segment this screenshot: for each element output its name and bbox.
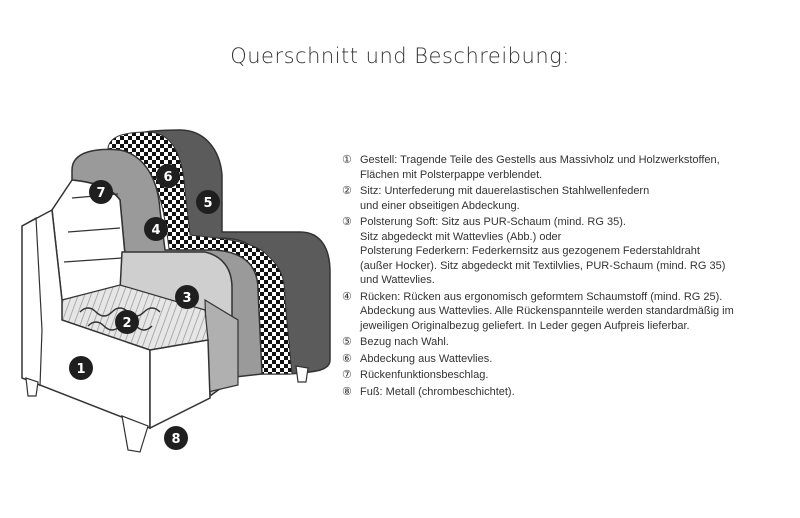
legend-item-line: (außer Hocker). Sitz abgedeckt mit Textilvlies, PUR-Schaum (mind. RG 35): [360, 259, 726, 272]
callout-2: [115, 310, 139, 334]
svg-text:6: 6: [163, 170, 173, 185]
legend-item-number: ⑤: [342, 336, 352, 348]
legend-item-text: [360, 368, 797, 383]
legend-item-text: [360, 352, 797, 367]
svg-text:4: 4: [151, 223, 161, 238]
legend-item-text: [360, 184, 797, 213]
svg-text:7: 7: [96, 186, 106, 201]
legend-item-line: Sitz abgedeckt mit Wattevlies (Abb.) oder: [360, 230, 562, 243]
legend-item-line: Gestell: Tragende Teile des Gestells aus Massivholz und Holzwerkstoffen,: [360, 154, 720, 166]
legend-item: [342, 184, 797, 213]
legend-item-line: Polsterung Soft: Sitz aus PUR-Schaum (mind. RG 35).: [360, 216, 626, 228]
callout-4: [144, 217, 168, 241]
legend-item-text: [360, 385, 797, 400]
legend: [342, 153, 797, 401]
legend-item: [342, 352, 797, 367]
legend-item-line: Abdeckung aus Wattevlies. Alle Rückenspannteile werden standardmäßig im: [360, 305, 734, 317]
callout-5: [196, 190, 220, 214]
legend-item-number: ⑧: [342, 385, 352, 398]
legend-item-number: ④: [342, 290, 352, 303]
legend-item-line: Rücken: Rücken aus ergonomisch geformtem Schaumstoff (mind. RG 25).: [360, 290, 723, 303]
callout-7: [89, 180, 113, 204]
callout-6: [156, 164, 180, 188]
legend-item-number: ⑦: [342, 369, 352, 381]
legend-item-number: ③: [342, 216, 352, 228]
legend-item-line: Flächen mit Polsterpappe verblendet.: [360, 168, 543, 181]
legend-item: [342, 153, 797, 182]
svg-text:8: 8: [171, 432, 181, 447]
legend-item-line: Abdeckung aus Wattevlies.: [360, 352, 493, 365]
svg-text:5: 5: [203, 196, 213, 211]
callout-1: [69, 356, 93, 380]
legend-item: [342, 290, 797, 334]
svg-text:2: 2: [122, 316, 132, 331]
legend-item-line: Rückenfunktionsbeschlag.: [360, 369, 489, 381]
svg-text:1: 1: [76, 362, 86, 377]
legend-item-line: und Wattevlies.: [360, 274, 435, 286]
legend-item-number: ②: [342, 185, 352, 197]
back-panel: [52, 180, 125, 300]
legend-item-text: [360, 215, 797, 288]
foot-right: [296, 366, 308, 382]
legend-item-line: Polsterung Federkern: Federkernsitz aus gezogenem Federstahldraht: [360, 245, 700, 257]
legend-item: [342, 335, 797, 350]
legend-item: [342, 368, 797, 383]
page-title: Querschnitt und Beschreibung:: [230, 44, 570, 68]
legend-item-line: Fuß: Metall (chrombeschichtet).: [360, 385, 515, 398]
legend-item-text: [360, 335, 797, 350]
legend-item-line: Sitz: Unterfederung mit dauerelastischen Stahlwellenfedern: [360, 185, 650, 197]
callout-3: [175, 285, 199, 309]
legend-item: [342, 385, 797, 400]
svg-text:3: 3: [182, 291, 192, 306]
legend-item-text: [360, 153, 797, 182]
callout-8: [164, 426, 188, 450]
legend-item: [342, 215, 797, 288]
legend-item-number: ①: [342, 154, 352, 166]
legend-item-number: ⑥: [342, 352, 352, 365]
legend-item-text: [360, 290, 797, 334]
legend-item-line: Bezug nach Wahl.: [360, 336, 449, 348]
legend-item-line: jeweiligen Originalbezug geliefert. In Leder gegen Aufpreis lieferbar.: [360, 319, 690, 332]
legend-item-line: und einer obseitigen Abdeckung.: [360, 199, 520, 212]
